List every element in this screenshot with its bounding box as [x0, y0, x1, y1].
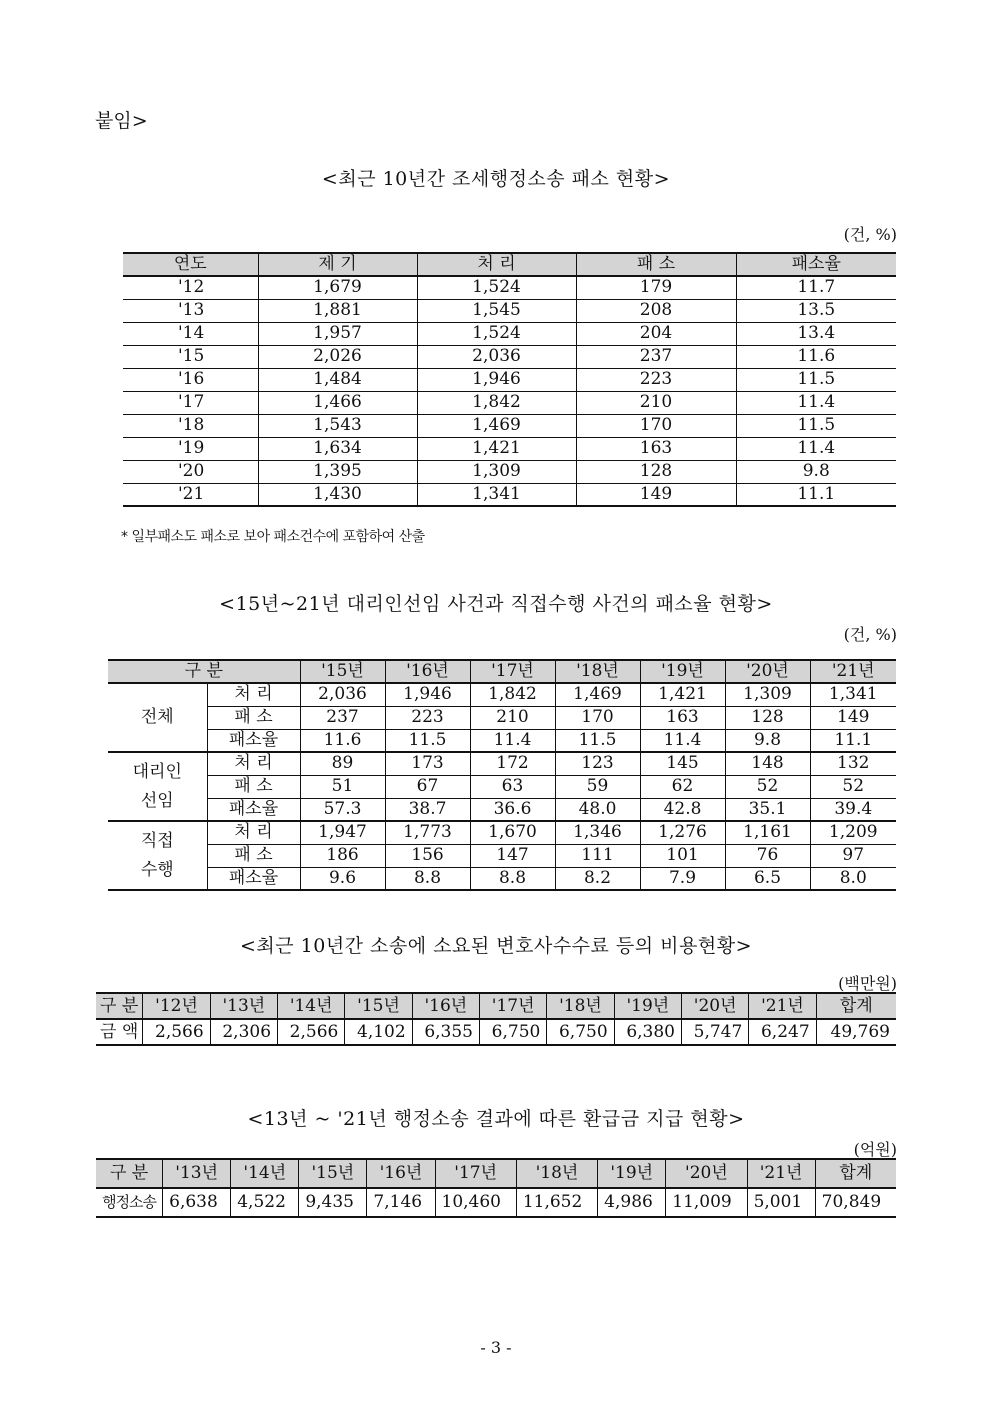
table-row: [123, 437, 896, 460]
table-cell: 1,469: [417, 414, 576, 437]
table-cell: 223: [385, 706, 470, 729]
table-cell: 11.1: [810, 729, 896, 752]
table-cell: 76: [725, 844, 810, 867]
column-header: '16년: [412, 993, 479, 1019]
table-cell: 70,849: [815, 1188, 896, 1217]
column-header: 구 분: [96, 993, 143, 1019]
column-header: '12년: [143, 993, 210, 1019]
table-cell: 1,524: [417, 276, 576, 299]
table-cell: 204: [576, 322, 736, 345]
table-cell: 1,346: [555, 821, 640, 844]
table-cell: '14: [123, 322, 258, 345]
row-label: 패소율: [207, 798, 300, 821]
table-cell: '16: [123, 368, 258, 391]
table-cell: 1,421: [417, 437, 576, 460]
table-cell: 2,566: [278, 1019, 345, 1045]
table-cell: 67: [385, 775, 470, 798]
table-cell: '12: [123, 276, 258, 299]
column-header: '17년: [470, 660, 555, 683]
table-cell: 48.0: [555, 798, 640, 821]
table-cell: '17: [123, 391, 258, 414]
table-row: [123, 391, 896, 414]
attorney-fee-table: [96, 992, 896, 1046]
table-cell: '13: [123, 299, 258, 322]
table3-unit: (백만원): [838, 974, 897, 993]
table-cell: 145: [640, 752, 725, 775]
table-cell: '19: [123, 437, 258, 460]
table-cell: 4,102: [345, 1019, 412, 1045]
row-label: 패 소: [207, 775, 300, 798]
column-header: 구 분: [108, 660, 300, 683]
table-cell: 1,430: [258, 483, 417, 506]
column-header: '21년: [810, 660, 896, 683]
table-cell: 9.6: [300, 867, 385, 890]
table-cell: 11,652: [516, 1188, 597, 1217]
table-cell: 7,146: [367, 1188, 435, 1217]
row-label: 패 소: [207, 706, 300, 729]
table-cell: 39.4: [810, 798, 896, 821]
table-cell: 11.5: [736, 414, 896, 437]
table-cell: 237: [576, 345, 736, 368]
table-cell: 156: [385, 844, 470, 867]
table4-title: <13년 ~ '21년 행정소송 결과에 따른 환급금 지급 현황>: [247, 1108, 745, 1130]
table-cell: 170: [555, 706, 640, 729]
table-cell: 208: [576, 299, 736, 322]
attachment-label: 붙임>: [95, 110, 148, 132]
table-row: [96, 1019, 896, 1045]
representative-vs-direct-table: [108, 659, 896, 891]
table-cell: 11.7: [736, 276, 896, 299]
table-cell: '15: [123, 345, 258, 368]
row-label: 처 리: [207, 683, 300, 706]
table-cell: 1,309: [725, 683, 810, 706]
table-cell: 1,881: [258, 299, 417, 322]
table-cell: 163: [640, 706, 725, 729]
row-label: 패 소: [207, 844, 300, 867]
column-header: '15년: [300, 660, 385, 683]
table-cell: 4,986: [598, 1188, 666, 1217]
group-label: [108, 821, 207, 890]
table-cell: '20: [123, 460, 258, 483]
table-cell: 38.7: [385, 798, 470, 821]
table-cell: 128: [576, 460, 736, 483]
table-cell: 6,247: [749, 1019, 816, 1045]
column-header: '14년: [278, 993, 345, 1019]
table-cell: 1,276: [640, 821, 725, 844]
table-cell: 1,395: [258, 460, 417, 483]
group-label-line: 대리인: [132, 761, 182, 782]
column-header: 패소율: [736, 253, 896, 276]
table-cell: 237: [300, 706, 385, 729]
table-cell: 8.2: [555, 867, 640, 890]
table-header-row: [96, 1159, 896, 1188]
table-cell: 1,469: [555, 683, 640, 706]
table-cell: 210: [576, 391, 736, 414]
table-cell: 1,947: [300, 821, 385, 844]
table-cell: 149: [576, 483, 736, 506]
row-label: 처 리: [207, 752, 300, 775]
table-cell: 11.4: [470, 729, 555, 752]
table-cell: 6,355: [412, 1019, 479, 1045]
table-cell: 147: [470, 844, 555, 867]
table-cell: 11.5: [736, 368, 896, 391]
table-cell: 1,773: [385, 821, 470, 844]
table-cell: 170: [576, 414, 736, 437]
table-cell: '21: [123, 483, 258, 506]
table-cell: 97: [810, 844, 896, 867]
table-cell: 1,484: [258, 368, 417, 391]
table-cell: 111: [555, 844, 640, 867]
table-cell: 1,341: [810, 683, 896, 706]
column-header: 제 기: [258, 253, 417, 276]
table-cell: 8.8: [385, 867, 470, 890]
table-cell: 6,750: [547, 1019, 614, 1045]
table-cell: 1,209: [810, 821, 896, 844]
table-cell: 5,747: [681, 1019, 748, 1045]
table-row: [123, 322, 896, 345]
table-cell: 11.6: [300, 729, 385, 752]
table-cell: 6,380: [614, 1019, 681, 1045]
table-cell: 1,543: [258, 414, 417, 437]
table-cell: 35.1: [725, 798, 810, 821]
table-cell: 2,026: [258, 345, 417, 368]
column-header: '20년: [681, 993, 748, 1019]
table-cell: 52: [810, 775, 896, 798]
footnote: * 일부패소도 패소로 보아 패소건수에 포함하여 산출: [121, 529, 425, 545]
column-header: '18년: [516, 1159, 597, 1188]
table-cell: 2,036: [417, 345, 576, 368]
table-cell: 179: [576, 276, 736, 299]
column-header: '14년: [231, 1159, 299, 1188]
table-cell: 1,545: [417, 299, 576, 322]
table-cell: 2,036: [300, 683, 385, 706]
table-cell: 6,638: [163, 1188, 231, 1217]
column-header: '13년: [163, 1159, 231, 1188]
table-row: [123, 299, 896, 322]
table-row: [123, 368, 896, 391]
table-cell: 5,001: [747, 1188, 815, 1217]
table-cell: 1,842: [417, 391, 576, 414]
table-cell: 149: [810, 706, 896, 729]
table-row: [123, 414, 896, 437]
table-header-row: [123, 253, 896, 276]
table2-unit: (건, %): [843, 625, 897, 644]
column-header: '19년: [598, 1159, 666, 1188]
table-row: [108, 752, 896, 775]
table-cell: 36.6: [470, 798, 555, 821]
litigation-loss-table: [123, 252, 896, 507]
table-cell: 186: [300, 844, 385, 867]
table-cell: 51: [300, 775, 385, 798]
table-cell: 9.8: [736, 460, 896, 483]
table-cell: 128: [725, 706, 810, 729]
table-cell: 1,309: [417, 460, 576, 483]
column-header: '18년: [555, 660, 640, 683]
table-cell: 11,009: [666, 1188, 747, 1217]
table-row: [123, 460, 896, 483]
table-cell: 4,522: [231, 1188, 299, 1217]
table-cell: '18: [123, 414, 258, 437]
column-header: 처 리: [417, 253, 576, 276]
table-cell: 9,435: [299, 1188, 367, 1217]
group-label-line: 직접: [140, 830, 174, 851]
table3-title: <최근 10년간 소송에 소요된 변호사수수료 등의 비용현황>: [239, 935, 753, 957]
table-cell: 63: [470, 775, 555, 798]
table1-title: <최근 10년간 조세행정소송 패소 현황>: [321, 168, 671, 190]
table-row: [108, 706, 896, 729]
column-header: '19년: [640, 660, 725, 683]
row-label: 처 리: [207, 821, 300, 844]
table-cell: 6,750: [480, 1019, 547, 1045]
table-cell: 1,634: [258, 437, 417, 460]
table-cell: 11.5: [385, 729, 470, 752]
table-cell: 1,161: [725, 821, 810, 844]
table1-unit: (건, %): [843, 225, 897, 244]
table-cell: 1,679: [258, 276, 417, 299]
table-row: [123, 345, 896, 368]
table2-title: <15년~21년 대리인선임 사건과 직접수행 사건의 패소율 현황>: [219, 593, 773, 615]
column-header: 연도: [123, 253, 258, 276]
table-cell: 2,566: [143, 1019, 210, 1045]
table-cell: 59: [555, 775, 640, 798]
column-header: '15년: [345, 993, 412, 1019]
table-row: [108, 683, 896, 706]
table-cell: 8.0: [810, 867, 896, 890]
table-row: [108, 798, 896, 821]
table-cell: 2,306: [210, 1019, 277, 1045]
row-label: 패소율: [207, 867, 300, 890]
table-cell: 173: [385, 752, 470, 775]
table-cell: 1,946: [385, 683, 470, 706]
table-cell: 57.3: [300, 798, 385, 821]
table-cell: 8.8: [470, 867, 555, 890]
table4-unit: (억원): [853, 1140, 897, 1159]
group-label-line: 선임: [140, 790, 174, 811]
table-header-row: [108, 660, 896, 683]
table-row: [108, 729, 896, 752]
column-header: '17년: [480, 993, 547, 1019]
table-cell: 148: [725, 752, 810, 775]
table-cell: 11.6: [736, 345, 896, 368]
column-header: '20년: [666, 1159, 747, 1188]
table-cell: 42.8: [640, 798, 725, 821]
group-label-line: 전체: [140, 707, 174, 728]
table-cell: 13.4: [736, 322, 896, 345]
row-label: 패소율: [207, 729, 300, 752]
table-row: [108, 844, 896, 867]
table-cell: 11.4: [640, 729, 725, 752]
table-cell: 1,946: [417, 368, 576, 391]
group-label: [108, 752, 207, 821]
column-header: '18년: [547, 993, 614, 1019]
table-cell: 1,421: [640, 683, 725, 706]
group-label: [108, 683, 207, 752]
table-cell: 11.4: [736, 391, 896, 414]
table-cell: 1,341: [417, 483, 576, 506]
table-cell: 1,842: [470, 683, 555, 706]
table-cell: 11.1: [736, 483, 896, 506]
table-header-row: [96, 993, 896, 1019]
column-header: 구 분: [96, 1159, 163, 1188]
table-row: [108, 821, 896, 844]
table-cell: 7.9: [640, 867, 725, 890]
table-cell: 101: [640, 844, 725, 867]
table-row: [123, 276, 896, 299]
table-cell: 223: [576, 368, 736, 391]
table-cell: 1,524: [417, 322, 576, 345]
column-header: '13년: [210, 993, 277, 1019]
column-header: 패 소: [576, 253, 736, 276]
table-cell: 62: [640, 775, 725, 798]
column-header: '20년: [725, 660, 810, 683]
table-cell: 89: [300, 752, 385, 775]
column-header: '16년: [367, 1159, 435, 1188]
group-label-line: 수행: [140, 859, 174, 880]
column-header: '19년: [614, 993, 681, 1019]
refund-payment-table: [96, 1158, 896, 1218]
table-cell: 1,466: [258, 391, 417, 414]
table-cell: 11.4: [736, 437, 896, 460]
column-header: 합계: [816, 993, 896, 1019]
table-cell: 10,460: [435, 1188, 516, 1217]
table-row: [123, 483, 896, 506]
column-header: '16년: [385, 660, 470, 683]
table-cell: 행정소송: [102, 1193, 157, 1211]
table-cell: 13.5: [736, 299, 896, 322]
column-header: '15년: [299, 1159, 367, 1188]
column-header: 합계: [815, 1159, 896, 1188]
table-cell: 123: [555, 752, 640, 775]
table-cell: 52: [725, 775, 810, 798]
table-cell: 172: [470, 752, 555, 775]
table-cell: 6.5: [725, 867, 810, 890]
table-row: [108, 775, 896, 798]
table-cell: 1,957: [258, 322, 417, 345]
table-cell: 210: [470, 706, 555, 729]
column-header: '21년: [747, 1159, 815, 1188]
column-header: '21년: [749, 993, 816, 1019]
table-cell: 49,769: [816, 1019, 896, 1045]
table-cell: 1,670: [470, 821, 555, 844]
table-row: [96, 1188, 896, 1217]
table-cell: 132: [810, 752, 896, 775]
column-header: '17년: [435, 1159, 516, 1188]
page-number: - 3 -: [480, 1338, 512, 1357]
table-cell: 금 액: [100, 1021, 139, 1042]
table-cell: 163: [576, 437, 736, 460]
table-cell: 11.5: [555, 729, 640, 752]
table-cell: 9.8: [725, 729, 810, 752]
table-row: [108, 867, 896, 890]
